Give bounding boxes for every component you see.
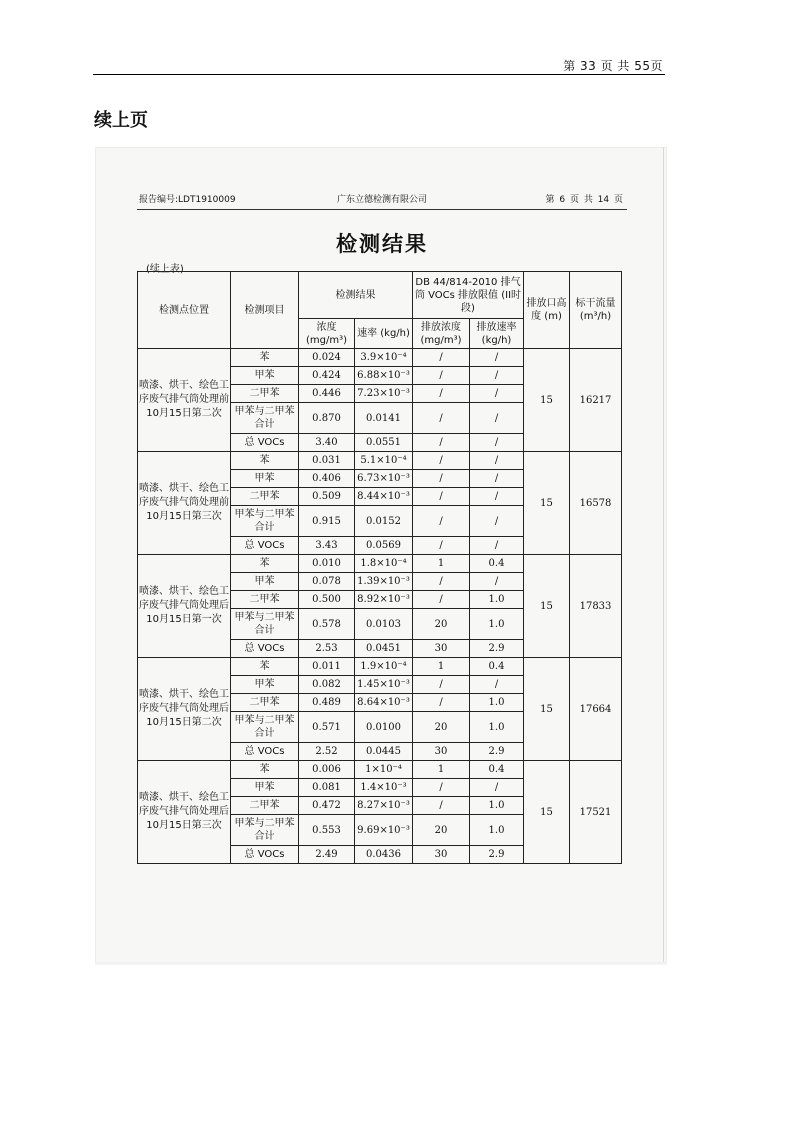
cell-rate: 0.0141	[355, 403, 413, 434]
cell-concentration: 0.870	[299, 403, 355, 434]
header-concentration: 浓度 (mg/m³)	[299, 319, 355, 349]
cell-limit-rate: /	[470, 470, 524, 488]
table-row	[138, 658, 622, 676]
cell-concentration: 0.081	[299, 779, 355, 797]
cell-item: 甲苯	[231, 676, 299, 694]
cell-item: 二甲苯	[231, 797, 299, 815]
cell-concentration: 0.010	[299, 555, 355, 573]
cell-rate: 1.8×10⁻⁴	[355, 555, 413, 573]
cell-limit-rate: 1.0	[470, 815, 524, 846]
cell-concentration: 0.578	[299, 609, 355, 640]
header-outlet-height: 排放口高度 (m)	[524, 272, 570, 349]
cell-concentration: 0.031	[299, 452, 355, 470]
cell-item: 甲苯与二甲苯合计	[231, 609, 299, 640]
cell-limit-rate: /	[470, 385, 524, 403]
cell-location: 喷漆、烘干、绘色工序废气排气筒处理后10月15日第三次	[138, 761, 231, 864]
cell-concentration: 0.024	[299, 349, 355, 367]
cell-concentration: 0.082	[299, 676, 355, 694]
cell-dry-flow: 17521	[570, 761, 622, 864]
table-row	[138, 555, 622, 573]
page-header	[93, 58, 665, 75]
cell-limit-rate: 0.4	[470, 761, 524, 779]
results-table	[137, 271, 622, 864]
cell-limit-rate: /	[470, 434, 524, 452]
cell-outlet-height: 15	[524, 349, 570, 452]
cell-limit-concentration: /	[413, 573, 470, 591]
cell-limit-rate: 1.0	[470, 797, 524, 815]
report-number: 报告编号:LDT1910009	[139, 195, 236, 205]
cell-dry-flow: 16578	[570, 452, 622, 555]
cell-item: 二甲苯	[231, 488, 299, 506]
cell-limit-concentration: 1	[413, 761, 470, 779]
cell-limit-rate: 1.0	[470, 712, 524, 743]
cell-limit-rate: /	[470, 367, 524, 385]
cell-rate: 7.23×10⁻³	[355, 385, 413, 403]
cell-concentration: 2.53	[299, 640, 355, 658]
cell-limit-concentration: /	[413, 591, 470, 609]
cell-rate: 8.92×10⁻³	[355, 591, 413, 609]
cell-limit-rate: /	[470, 452, 524, 470]
header-limit-concentration: 排放浓度 (mg/m³)	[413, 319, 470, 349]
cell-item: 苯	[231, 349, 299, 367]
cell-item: 二甲苯	[231, 385, 299, 403]
cell-rate: 0.0100	[355, 712, 413, 743]
cell-outlet-height: 15	[524, 761, 570, 864]
cell-limit-concentration: /	[413, 349, 470, 367]
cell-rate: 3.9×10⁻⁴	[355, 349, 413, 367]
cell-concentration: 0.509	[299, 488, 355, 506]
cell-limit-concentration: /	[413, 676, 470, 694]
cell-concentration: 3.43	[299, 537, 355, 555]
cell-limit-concentration: 30	[413, 743, 470, 761]
cell-limit-rate: /	[470, 506, 524, 537]
cell-limit-concentration: /	[413, 488, 470, 506]
cell-item: 苯	[231, 555, 299, 573]
cell-rate: 0.0152	[355, 506, 413, 537]
cell-rate: 0.0551	[355, 434, 413, 452]
cell-limit-rate: 0.4	[470, 555, 524, 573]
cell-limit-concentration: 20	[413, 712, 470, 743]
cell-rate: 1.9×10⁻⁴	[355, 658, 413, 676]
cell-concentration: 0.006	[299, 761, 355, 779]
cell-limit-concentration: /	[413, 537, 470, 555]
table-row	[138, 452, 622, 470]
cell-limit-rate: /	[470, 537, 524, 555]
cell-item: 总 VOCs	[231, 640, 299, 658]
cell-limit-rate: /	[470, 349, 524, 367]
cell-limit-concentration: 30	[413, 846, 470, 864]
header-limit-rate: 排放速率 (kg/h)	[470, 319, 524, 349]
cell-item: 甲苯与二甲苯合计	[231, 506, 299, 537]
cell-rate: 8.27×10⁻³	[355, 797, 413, 815]
cell-limit-concentration: 30	[413, 640, 470, 658]
cell-rate: 1.45×10⁻³	[355, 676, 413, 694]
cell-concentration: 0.500	[299, 591, 355, 609]
cell-outlet-height: 15	[524, 555, 570, 658]
cell-limit-rate: 1.0	[470, 591, 524, 609]
cell-concentration: 2.49	[299, 846, 355, 864]
cell-limit-concentration: /	[413, 779, 470, 797]
cell-outlet-height: 15	[524, 658, 570, 761]
cell-limit-concentration: 20	[413, 609, 470, 640]
cell-rate: 1.39×10⁻³	[355, 573, 413, 591]
cell-limit-concentration: /	[413, 434, 470, 452]
cell-limit-rate: 1.0	[470, 694, 524, 712]
scan-edge	[663, 147, 664, 965]
table-row	[138, 761, 622, 779]
cell-limit-rate: 2.9	[470, 846, 524, 864]
cell-limit-rate: 2.9	[470, 743, 524, 761]
cell-concentration: 0.424	[299, 367, 355, 385]
cell-rate: 6.73×10⁻³	[355, 470, 413, 488]
report-page: 第 6 页 共 14 页	[545, 195, 623, 205]
cell-concentration: 0.078	[299, 573, 355, 591]
cell-concentration: 0.472	[299, 797, 355, 815]
cell-rate: 0.0569	[355, 537, 413, 555]
cell-item: 二甲苯	[231, 694, 299, 712]
cell-concentration: 0.446	[299, 385, 355, 403]
cell-rate: 5.1×10⁻⁴	[355, 452, 413, 470]
page-number: 第 33 页 共 55页	[563, 59, 663, 73]
cell-concentration: 3.40	[299, 434, 355, 452]
cell-concentration: 0.915	[299, 506, 355, 537]
cell-outlet-height: 15	[524, 452, 570, 555]
cell-rate: 0.0103	[355, 609, 413, 640]
header-dry-flow: 标干流量 (m³/h)	[570, 272, 622, 349]
cell-limit-concentration: 1	[413, 658, 470, 676]
cell-item: 甲苯	[231, 779, 299, 797]
cell-item: 二甲苯	[231, 591, 299, 609]
cell-concentration: 0.011	[299, 658, 355, 676]
cell-limit-concentration: /	[413, 470, 470, 488]
cell-limit-concentration: /	[413, 452, 470, 470]
cell-limit-rate: 1.0	[470, 609, 524, 640]
cell-item: 甲苯	[231, 573, 299, 591]
cell-limit-rate: /	[470, 676, 524, 694]
cell-limit-rate: 2.9	[470, 640, 524, 658]
cell-item: 总 VOCs	[231, 434, 299, 452]
cell-limit-concentration: 1	[413, 555, 470, 573]
cell-rate: 1.4×10⁻³	[355, 779, 413, 797]
cell-concentration: 2.52	[299, 743, 355, 761]
cell-rate: 1×10⁻⁴	[355, 761, 413, 779]
cell-limit-rate: /	[470, 573, 524, 591]
cell-rate: 8.44×10⁻³	[355, 488, 413, 506]
cell-location: 喷漆、烘干、绘色工序废气排气筒处理前10月15日第三次	[138, 452, 231, 555]
header-rate: 速率 (kg/h)	[355, 319, 413, 349]
cell-item: 总 VOCs	[231, 846, 299, 864]
cell-rate: 8.64×10⁻³	[355, 694, 413, 712]
cell-item: 甲苯与二甲苯合计	[231, 712, 299, 743]
cell-item: 苯	[231, 658, 299, 676]
cell-rate: 0.0436	[355, 846, 413, 864]
header-result: 检测结果	[299, 272, 413, 319]
cell-dry-flow: 17833	[570, 555, 622, 658]
cell-rate: 0.0451	[355, 640, 413, 658]
header-item: 检测项目	[231, 272, 299, 349]
company-name: 广东立德检测有限公司	[336, 195, 427, 205]
cell-item: 甲苯	[231, 470, 299, 488]
header-location: 检测点位置	[138, 272, 231, 349]
cell-item: 总 VOCs	[231, 537, 299, 555]
cell-limit-rate: /	[470, 403, 524, 434]
cell-limit-concentration: /	[413, 694, 470, 712]
report-title: 检测结果	[336, 232, 428, 256]
cell-limit-rate: /	[470, 779, 524, 797]
cell-item: 苯	[231, 761, 299, 779]
cell-item: 甲苯与二甲苯合计	[231, 815, 299, 846]
cell-limit-rate: /	[470, 488, 524, 506]
cell-rate: 6.88×10⁻³	[355, 367, 413, 385]
cell-concentration: 0.553	[299, 815, 355, 846]
cell-limit-concentration: /	[413, 506, 470, 537]
cell-dry-flow: 16217	[570, 349, 622, 452]
scan-bottom-edge	[95, 962, 667, 965]
cell-limit-concentration: /	[413, 797, 470, 815]
header-limit: DB 44/814-2010 排气筒 VOCs 排放限值 (II时段)	[413, 272, 524, 319]
table-row	[138, 349, 622, 367]
cell-item: 甲苯与二甲苯合计	[231, 403, 299, 434]
cell-item: 甲苯	[231, 367, 299, 385]
continued-label: 续上页	[94, 110, 148, 131]
cell-dry-flow: 17664	[570, 658, 622, 761]
cell-location: 喷漆、烘干、绘色工序废气排气筒处理后10月15日第一次	[138, 555, 231, 658]
cell-limit-rate: 0.4	[470, 658, 524, 676]
cell-limit-concentration: 20	[413, 815, 470, 846]
cell-concentration: 0.571	[299, 712, 355, 743]
cell-rate: 0.0445	[355, 743, 413, 761]
cell-limit-concentration: /	[413, 385, 470, 403]
cell-item: 苯	[231, 452, 299, 470]
cell-item: 总 VOCs	[231, 743, 299, 761]
continued-table-label: (续上表)	[146, 264, 184, 275]
cell-location: 喷漆、烘干、绘色工序废气排气筒处理前10月15日第二次	[138, 349, 231, 452]
cell-limit-concentration: /	[413, 403, 470, 434]
cell-rate: 9.69×10⁻³	[355, 815, 413, 846]
cell-limit-concentration: /	[413, 367, 470, 385]
cell-location: 喷漆、烘干、绘色工序废气排气筒处理后10月15日第二次	[138, 658, 231, 761]
report-header	[137, 193, 627, 210]
cell-concentration: 0.489	[299, 694, 355, 712]
cell-concentration: 0.406	[299, 470, 355, 488]
